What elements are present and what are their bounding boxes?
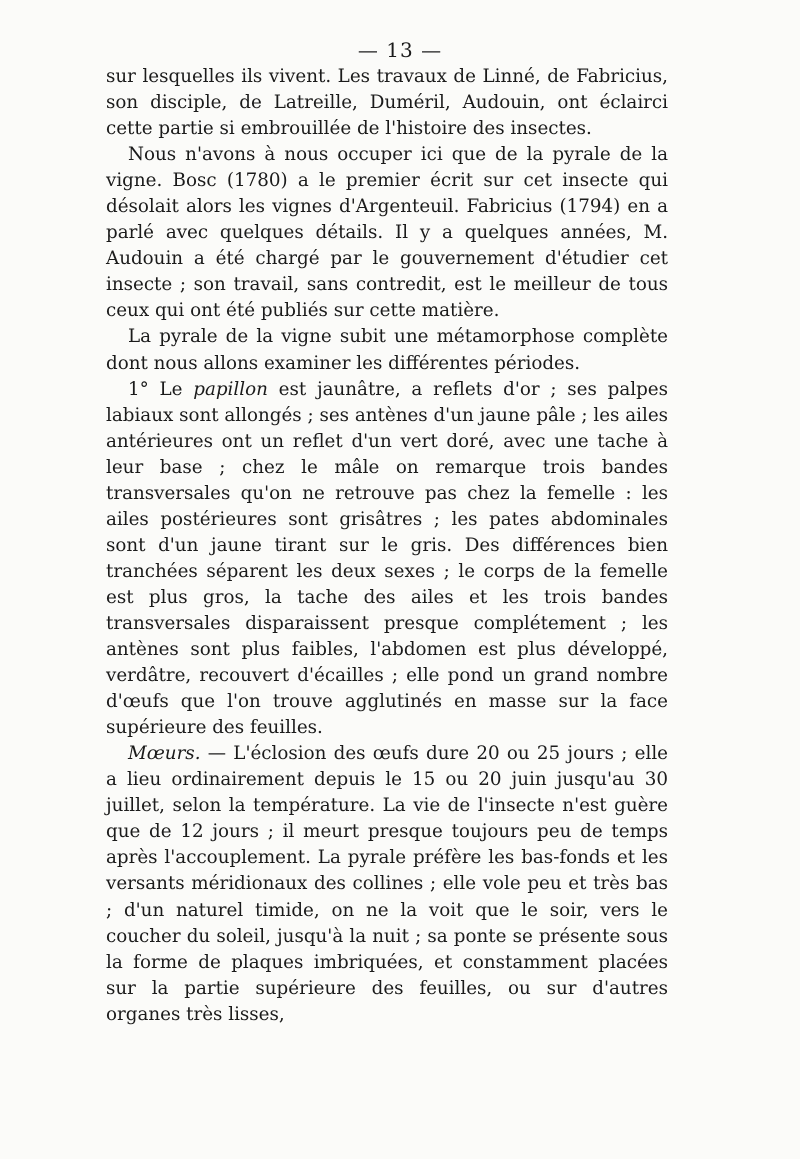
paragraph-metamorphose [106, 324, 668, 376]
body-text [106, 64, 668, 1028]
paragraph-text: sur lesquelles ils vivent. Les travaux de Linné, de Fabricius, son disciple, de Latreille, Duméril, Audouin, ont éclairci cette partie si embrouillée de l'histoire des insectes. [106, 66, 668, 140]
paragraph-continuation [106, 64, 668, 142]
paragraph-italic-term: papillon [193, 378, 268, 400]
page-number: — 13 — [357, 38, 443, 62]
paragraph-pyrale-history [106, 142, 668, 324]
paragraph-text: La pyrale de la vigne subit une métamorphose complète dont nous allons examiner les différentes périodes. [106, 326, 668, 374]
paragraph-text: Nous n'avons à nous occuper ici que de la pyrale de la vigne. Bosc (1780) a le premier écrit sur cet insecte qui désolait alors les vignes d'Argenteuil. Fabricius (1794) en a parlé avec quelques détails. Il y a quelques années, M. Audouin a été chargé par le gouvernement d'étudier cet insecte ; son travail, sans contredit, est le meilleur de tous ceux qui ont été publiés sur cette matière. [106, 144, 668, 322]
paragraph-papillon [106, 377, 668, 742]
paragraph-text: — L'éclosion des œufs dure 20 ou 25 jours ; elle a lieu ordinairement depuis le 15 ou 20 juin jusqu'au 30 juillet, selon la température. La vie de l'insecte n'est guère que de 12 jours ; il meurt presque toujours peu de temps après l'accouplement. La pyrale préfère les bas-fonds et les versants méridionaux des collines ; elle vole peu et très bas ; d'un naturel timide, on ne la voit que le soir, vers le coucher du soleil, jusqu'à la nuit ; sa ponte se présente sous la forme de plaques imbriquées, et constamment placées sur la partie supérieure des feuilles, ou sur d'autres organes très lisses, [106, 743, 668, 1025]
paragraph-text: est jaunâtre, a reflets d'or ; ses palpes labiaux sont allongés ; ses antènes d'un jaune pâle ; les ailes antérieures ont un reflet d'un vert doré, avec une tache à leur base ; chez le mâle on remarque trois bandes transversales qu'on ne retrouve pas chez la femelle : les ailes postérieures sont grisâtres ; les pates abdominales sont d'un jaune tirant sur le gris. Des différences bien tranchées séparent les deux sexes ; le corps de la femelle est plus gros, la tache des ailes et les trois bandes transversales disparaissent presque complétement ; les antènes sont plus faibles, l'abdomen est plus développé, verdâtre, recouvert d'écailles ; elle pond un grand nombre d'œufs que l'on trouve agglutinés en masse sur la face supérieure des feuilles. [106, 378, 669, 739]
paragraph-prefix: 1° Le [128, 378, 194, 400]
paragraph-italic-heading: Mœurs. [128, 743, 201, 765]
paragraph-moeurs [106, 741, 668, 1028]
